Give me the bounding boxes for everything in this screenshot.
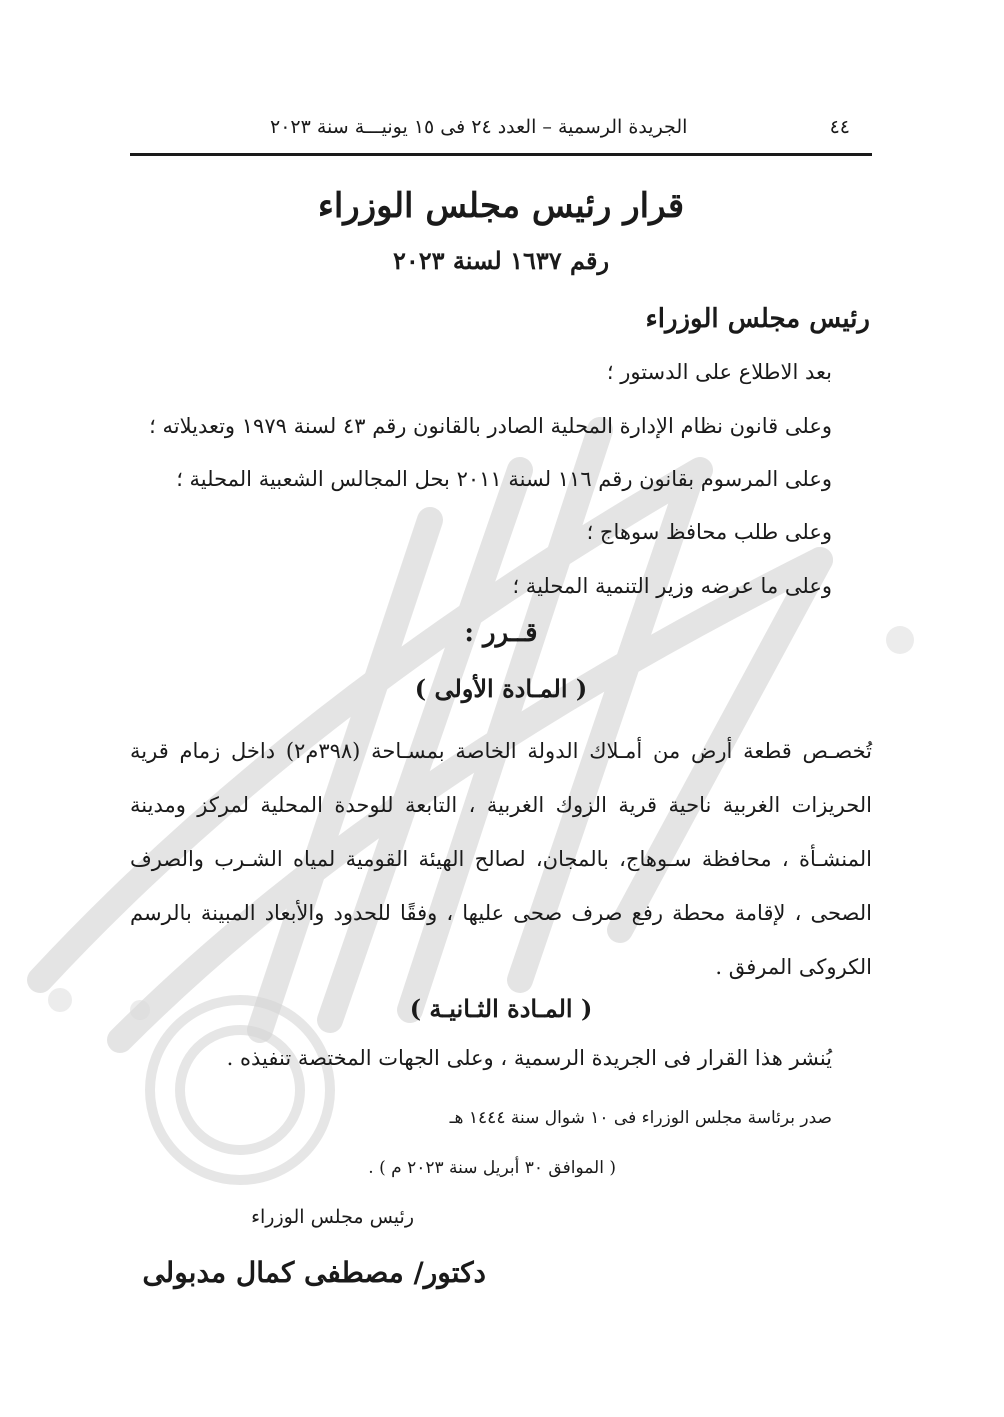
signatory-title: رئيس مجلس الوزراء	[251, 1206, 414, 1228]
decree-number: رقم ١٦٣٧ لسنة ٢٠٢٣	[392, 246, 610, 275]
signatory-name: دكتور/ مصطفى كمال مدبولى	[142, 1256, 486, 1289]
corresponding-date: ( الموافق ٣٠ أبريل سنة ٢٠٢٣ م ) .	[368, 1158, 616, 1178]
preamble-line: وعلى المرسوم بقانون رقم ١١٦ لسنة ٢٠١١ بحل المجالس الشعبية المحلية ؛	[176, 467, 832, 491]
page-number: ٤٤	[829, 116, 850, 138]
article2-body: يُنشر هذا القرار فى الجريدة الرسمية ، وعلى الجهات المختصة تنفيذه .	[226, 1046, 832, 1070]
preamble-line: وعلى طلب محافظ سوهاج ؛	[586, 520, 832, 544]
article1-body: تُخصـص قطعة أرض من أمـلاك الدولة الخاصة بمسـاحة (٣٩٨م٢) داخل زمام قرية الحريزات الغربية ناحية قرية الزوك الغربية ، التابعة للوحدة المحلية لمركز ومدينة المنشـأة ، محافظة سـوهاج، بالمجان، لصالح الهيئة القومية لمياه الشـرب والصرف الصحى ، لإقامة محطة رفع صرف صحى عليها ، وفقًا للحدود والأبعاد المبينة بالرسم الكروكى المرفق .	[130, 739, 872, 979]
preamble-line: وعلى ما عرضه وزير التنمية المحلية ؛	[512, 574, 832, 598]
issued-line: صدر برئاسة مجلس الوزراء فى ١٠ شوال سنة ١٤٤٤ هـ	[449, 1108, 832, 1128]
decree-title: قرار رئيس مجلس الوزراء	[317, 186, 685, 226]
issuer-heading: رئيس مجلس الوزراء	[645, 304, 870, 334]
decided-heading: قــرر :	[464, 618, 538, 648]
page-header	[130, 112, 872, 148]
preamble-line: بعد الاطلاع على الدستور ؛	[606, 360, 832, 384]
article2-heading: ( المـادة الثـانيـة )	[409, 994, 593, 1023]
header-rule	[130, 153, 872, 156]
preamble-line: وعلى قانون نظام الإدارة المحلية الصادر بالقانون رقم ٤٣ لسنة ١٩٧٩ وتعديلاته ؛	[149, 414, 832, 438]
article1-heading: ( المـادة الأولى )	[414, 674, 588, 703]
publication-line: الجريدة الرسمية – العدد ٢٤ فى ١٥ يونيـــة سنة ٢٠٢٣	[270, 116, 688, 138]
